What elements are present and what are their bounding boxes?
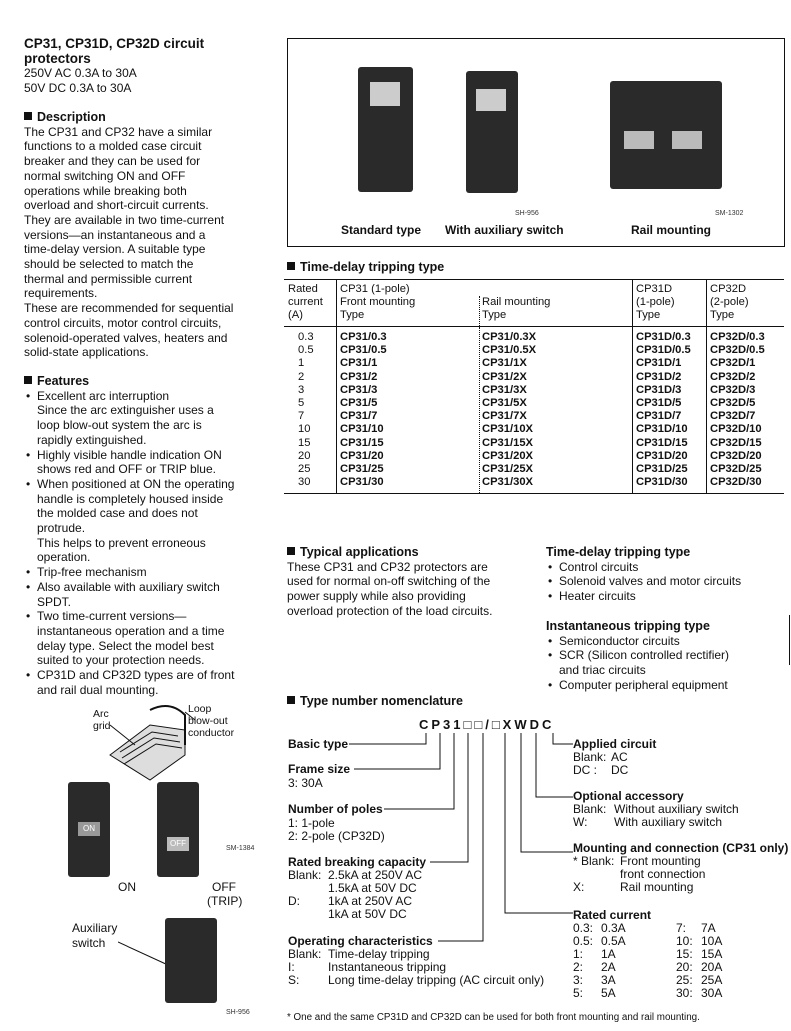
- table-cell: CP31D/25: [636, 462, 688, 475]
- nomenclature-row: [573, 947, 753, 960]
- off-label: OFF: [212, 880, 236, 894]
- nomenclature-cell: 25:: [676, 973, 693, 987]
- table-cell: CP32D/7: [710, 410, 756, 423]
- table-cell: CP31/5X: [482, 396, 527, 409]
- table-cell: 30: [298, 476, 311, 489]
- applications-line: These CP31 and CP32 protectors are: [287, 559, 488, 574]
- page-title: CP31, CP31D, CP32D circuit: [24, 36, 205, 51]
- inst-applications-heading: Instantaneous tripping type: [546, 619, 710, 633]
- nomenclature-cell: 20:: [676, 960, 693, 974]
- table-cell: CP31D/5: [636, 396, 682, 409]
- table-cell: 25: [298, 462, 311, 475]
- square-bullet-icon: [287, 547, 295, 555]
- td-application-item: • Heater circuits: [546, 589, 786, 604]
- feature-line: • Excellent arc interruption: [37, 388, 170, 403]
- standard-type-photo: [358, 67, 413, 192]
- table-cell: 10: [298, 423, 311, 436]
- rail-mounting-photo: [610, 81, 722, 189]
- table-cell: CP31D/1: [636, 357, 682, 370]
- arc-grid-label: Arc grid: [93, 708, 111, 732]
- col-cp31-rail: Rail mounting Type: [482, 296, 551, 321]
- off-handle-face: OFF: [167, 837, 189, 851]
- feature-line: delay type. Select the model best: [37, 638, 214, 653]
- description-line: These are recommended for sequential: [24, 301, 234, 316]
- nomenclature-cell: Front mounting: [620, 854, 701, 868]
- table-cell: CP31D/30: [636, 476, 688, 489]
- table-cell: CP32D/20: [710, 449, 762, 462]
- timedelay-table: [284, 279, 784, 494]
- nomenclature-cell: * Blank:: [573, 854, 615, 868]
- footnote: * One and the same CP31D and CP32D can be used for both front mounting and rail mounting.: [287, 1012, 700, 1023]
- table-cell: CP31D/0.5: [636, 344, 691, 357]
- nomenclature-row: [573, 815, 773, 828]
- nomenclature-cell: 2:: [573, 960, 584, 974]
- nomenclature-cell: Instantaneous tripping: [328, 960, 447, 974]
- nomenclature-cell: 3:: [573, 973, 584, 987]
- applications-section: [287, 545, 542, 619]
- table-rows: [284, 331, 784, 489]
- description-body: [24, 125, 269, 360]
- nomenclature-heading: Type number nomenclature: [287, 694, 463, 709]
- current-label: Rated current: [573, 908, 652, 922]
- auxiliary-switch-label: Auxiliary switch: [72, 921, 118, 950]
- table-row: [284, 463, 784, 476]
- timedelay-heading: Time-delay tripping type: [287, 260, 444, 275]
- table-cell: CP31/0.5X: [482, 344, 537, 357]
- col-cp31-front: CP31 (1-pole) Front mounting Type: [340, 283, 416, 321]
- product-photo-box: [287, 38, 785, 247]
- nomenclature-cell: 7:: [676, 921, 687, 935]
- table-cell: CP31/1X: [482, 357, 527, 370]
- description-line: The CP31 and CP32 have a similar: [24, 124, 213, 139]
- table-cell: CP32D/10: [710, 423, 762, 436]
- td-applications-heading: Time-delay tripping type: [546, 545, 691, 559]
- nomenclature-row: [573, 986, 753, 999]
- inst-application-line: • Computer peripheral equipment: [559, 677, 728, 692]
- table-cell: 5: [298, 396, 305, 409]
- feature-item: [24, 477, 274, 565]
- nomenclature-cell: 10:: [676, 934, 693, 948]
- table-cell: CP32D/0.5: [710, 344, 765, 357]
- table-cell: CP31/2: [340, 370, 378, 383]
- feature-line: • Trip-free mechanism: [37, 565, 147, 580]
- table-cell: 20: [298, 449, 311, 462]
- feature-line: • Highly visible handle indication ON: [37, 447, 222, 462]
- table-cell: 15: [298, 436, 311, 449]
- description-line: thermal and permissible current: [24, 271, 193, 286]
- description-line: breaker and they can be used for: [24, 154, 201, 169]
- feature-line: This helps to prevent erroneous: [37, 535, 206, 550]
- nomenclature-row: [288, 973, 558, 986]
- nomenclature-cell: Time-delay tripping: [328, 947, 430, 961]
- col-cp31d: CP31D (1-pole) Type: [636, 283, 675, 321]
- nomenclature-row: [573, 854, 773, 867]
- inst-application-line: and triac circuits: [559, 663, 646, 678]
- operating-rows: [288, 947, 558, 986]
- breaking-label: Rated breaking capacity: [288, 855, 427, 869]
- nomenclature-row: [573, 867, 773, 880]
- nomenclature-cell: 1kA at 50V DC: [328, 907, 407, 921]
- poles-1: 1: 1-pole: [288, 816, 335, 830]
- inst-application-item: [546, 648, 786, 677]
- table-cell: CP31D/7: [636, 410, 682, 423]
- table-cell: CP31/10X: [482, 423, 533, 436]
- table-cell: CP31/20X: [482, 449, 533, 462]
- table-header: [284, 279, 784, 327]
- description-line: operations while breaking both: [24, 183, 187, 198]
- feature-line: and rail dual mounting.: [37, 682, 159, 697]
- feature-line: the molded case and does not: [37, 506, 198, 521]
- breaker-on-image: [68, 782, 110, 877]
- page-header: [24, 36, 274, 95]
- nomenclature-cell: 3A: [601, 973, 616, 987]
- nomenclature-row: [573, 880, 773, 893]
- table-cell: CP32D/0.3: [710, 331, 765, 343]
- table-cell: CP31/30: [340, 476, 384, 489]
- table-cell: 0.5: [298, 344, 314, 357]
- feature-line: Since the arc extinguisher uses a: [37, 403, 214, 418]
- table-cell: CP31/7X: [482, 410, 527, 423]
- table-cell: CP31D/15: [636, 436, 688, 449]
- td-applications: [546, 545, 786, 604]
- handle-window: [624, 131, 654, 149]
- table-cell: CP31/0.3X: [482, 331, 537, 343]
- applications-line: power supply while also providing: [287, 589, 466, 604]
- description-line: versions—an instantaneous and a: [24, 227, 206, 242]
- applications-heading: Typical applications: [287, 545, 542, 560]
- nomenclature-cell: 30:: [676, 986, 693, 1000]
- nomenclature-cell: Blank:: [573, 802, 607, 816]
- table-row: [284, 437, 784, 450]
- nomenclature-cell: 10A: [701, 934, 723, 948]
- nomenclature-cell: X:: [573, 880, 585, 894]
- nomenclature-cell: Rail mounting: [620, 880, 694, 894]
- mounting-label: Mounting and connection (CP31 only): [573, 841, 789, 855]
- feature-line: operation.: [37, 550, 91, 565]
- table-cell: 7: [298, 410, 305, 423]
- feature-line: • When positioned at ON the operating: [37, 476, 235, 491]
- on-label: ON: [118, 880, 136, 894]
- td-application-item: • Solenoid valves and motor circuits: [546, 574, 786, 589]
- feature-item: [24, 565, 274, 580]
- caption-aux: With auxiliary switch: [445, 223, 564, 237]
- page-title-line2: protectors: [24, 51, 91, 66]
- feature-item: [24, 609, 274, 668]
- loop-blowout-label: Loop blow-out conductor: [188, 703, 235, 739]
- nomenclature-cell: DC :: [573, 763, 597, 777]
- col-divider: [336, 280, 337, 326]
- table-row: [284, 476, 784, 489]
- description-line: functions to a molded case circuit: [24, 139, 202, 154]
- table-row: [284, 384, 784, 397]
- nomenclature-cell: With auxiliary switch: [614, 815, 723, 829]
- col-divider: [706, 280, 707, 326]
- description-line: normal switching ON and OFF: [24, 168, 186, 183]
- nomenclature-cell: I:: [288, 960, 295, 974]
- nomenclature-cell: W:: [573, 815, 588, 829]
- handle-window: [370, 82, 400, 106]
- inst-application-item: [546, 678, 786, 693]
- table-cell: CP32D/30: [710, 476, 762, 489]
- applications-body: [287, 560, 542, 619]
- nomenclature-cell: 7A: [701, 921, 716, 935]
- feature-line: loop blow-out system the arc is: [37, 418, 202, 433]
- features-section: [24, 374, 274, 697]
- inst-application-item: [546, 634, 786, 649]
- nomenclature-cell: DC: [611, 763, 629, 777]
- applications-line: used for normal on-off switching of the: [287, 574, 491, 589]
- nomenclature-cell: 2.5kA at 250V AC: [328, 868, 423, 882]
- description-line: control circuits, motor control circuits,: [24, 315, 222, 330]
- feature-item: [24, 448, 274, 477]
- table-row: [284, 450, 784, 463]
- caption-rail: Rail mounting: [631, 223, 711, 237]
- photo-code: SM-1302: [715, 210, 744, 217]
- feature-item: [24, 668, 274, 697]
- photo-code: SH-956: [515, 210, 539, 217]
- nomenclature-cell: Blank:: [573, 750, 607, 764]
- table-cell: 1: [298, 357, 305, 370]
- breaker-off-image: [157, 782, 199, 877]
- nomenclature-cell: 15A: [701, 947, 723, 961]
- table-cell: CP31D/2: [636, 370, 682, 383]
- applications-line: overload protection of the load circuits.: [287, 603, 493, 618]
- table-body: [284, 327, 784, 494]
- table-cell: CP31/0.5: [340, 344, 387, 357]
- trip-label: (TRIP): [207, 894, 243, 908]
- rating-ac: 250V AC 0.3A to 30A: [24, 66, 137, 80]
- nomenclature-cell: 20A: [701, 960, 723, 974]
- nomenclature-cell: Long time-delay tripping (AC circuit only): [328, 973, 545, 987]
- nomenclature-cell: 1.5kA at 50V DC: [328, 881, 417, 895]
- nomenclature-cell: D:: [288, 894, 300, 908]
- nomenclature-cell: Blank:: [288, 868, 322, 882]
- applied-label: Applied circuit: [573, 737, 657, 751]
- photo-code-2: SH-956: [226, 1009, 250, 1016]
- feature-line: • Also available with auxiliary switch: [37, 579, 220, 594]
- nomenclature-cell: 5A: [601, 986, 616, 1000]
- table-cell: CP31/25: [340, 462, 384, 475]
- table-cell: CP32D/25: [710, 462, 762, 475]
- nomenclature-row: [288, 960, 558, 973]
- table-row: [284, 357, 784, 370]
- table-cell: CP31/7: [340, 410, 378, 423]
- nomenclature-cell: 5:: [573, 986, 584, 1000]
- operating-label: Operating characteristics: [288, 934, 433, 948]
- feature-line: • Two time-current versions—: [37, 609, 187, 624]
- table-cell: CP31D/0.3: [636, 331, 691, 343]
- table-cell: CP31/3X: [482, 383, 527, 396]
- margin-rule: [789, 615, 790, 665]
- table-cell: CP31/2X: [482, 370, 527, 383]
- table-cell: CP32D/5: [710, 396, 756, 409]
- square-bullet-icon: [24, 112, 32, 120]
- nomenclature-row: [573, 960, 753, 973]
- nomenclature-cell: 1A: [601, 947, 616, 961]
- col-divider: [479, 296, 480, 326]
- nomenclature-cell: 30A: [701, 986, 723, 1000]
- table-cell: CP31/5: [340, 396, 378, 409]
- description-line: should be selected to match the: [24, 257, 194, 272]
- col-divider: [632, 280, 633, 326]
- feature-item: [24, 580, 274, 609]
- applied-rows: [573, 750, 693, 776]
- col-rated: Rated current (A): [288, 283, 323, 321]
- photo-code: SM-1384: [226, 845, 255, 852]
- table-row: [284, 344, 784, 357]
- nomenclature-cell: AC: [611, 750, 628, 764]
- table-row: [284, 331, 784, 344]
- nomenclature-row: [573, 921, 753, 934]
- square-bullet-icon: [287, 696, 295, 704]
- optional-label: Optional accessory: [573, 789, 684, 803]
- nomenclature-cell: front connection: [620, 867, 706, 881]
- description-line: solid-state applications.: [24, 345, 149, 360]
- frame-size-value: 3: 30A: [288, 776, 323, 790]
- feature-line: • CP31D and CP32D types are of front: [37, 668, 235, 683]
- table-row: [284, 397, 784, 410]
- table-cell: CP31/1: [340, 357, 378, 370]
- description-line: solenoid-operated valves, heaters and: [24, 330, 228, 345]
- nomenclature-cell: 1kA at 250V AC: [328, 894, 413, 908]
- nomenclature-cell: 0.5:: [573, 934, 594, 948]
- poles-2: 2: 2-pole (CP32D): [288, 829, 385, 843]
- feature-line: suited to your protection needs.: [37, 653, 205, 668]
- nomenclature-cell: S:: [288, 973, 300, 987]
- optional-rows: [573, 802, 773, 828]
- table-cell: 2: [298, 370, 305, 383]
- table-cell: CP31/25X: [482, 462, 533, 475]
- nomenclature-row: [573, 934, 753, 947]
- caption-standard: Standard type: [341, 223, 422, 237]
- rating-dc: 50V DC 0.3A to 30A: [24, 80, 132, 95]
- features-heading: Features: [24, 374, 274, 389]
- poles-label: Number of poles: [288, 802, 383, 816]
- description-section: [24, 110, 269, 360]
- nomenclature-row: [573, 802, 773, 815]
- table-cell: 3: [298, 383, 305, 396]
- handle-window: [672, 131, 702, 149]
- nomenclature-row: [573, 750, 693, 763]
- feature-line: rapidly extinguished.: [37, 432, 147, 447]
- description-heading: Description: [24, 110, 269, 125]
- inst-applications: [546, 619, 786, 693]
- description-line: overload and short-circuit currents.: [24, 198, 209, 213]
- table-row: [284, 410, 784, 423]
- nomenclature-row: [573, 763, 693, 776]
- description-line: requirements.: [24, 286, 98, 301]
- nomenclature-cell: 0.3A: [601, 921, 626, 935]
- table-cell: CP31D/10: [636, 423, 688, 436]
- frame-size-label: Frame size: [288, 762, 351, 776]
- description-line: They are available in two time-current: [24, 212, 225, 227]
- nomenclature-cell: 15:: [676, 947, 693, 961]
- nomenclature-cell: 0.5A: [601, 934, 626, 948]
- basic-type-label: Basic type: [288, 737, 349, 751]
- table-cell: CP31/15: [340, 436, 384, 449]
- table-cell: CP31/10: [340, 423, 384, 436]
- inst-applications-list: [546, 634, 786, 693]
- table-cell: CP31/30X: [482, 476, 533, 489]
- inst-application-line: • Semiconductor circuits: [559, 633, 680, 648]
- feature-line: SPDT.: [37, 594, 72, 609]
- table-cell: CP32D/1: [710, 357, 756, 370]
- current-rows: [573, 921, 753, 999]
- nomenclature-cell: Without auxiliary switch: [614, 802, 739, 816]
- feature-line: instantaneous operation and a time: [37, 623, 225, 638]
- td-application-item: • Control circuits: [546, 560, 786, 575]
- feature-item: [24, 389, 274, 448]
- feature-line: protrude.: [37, 521, 86, 536]
- mounting-rows: [573, 854, 773, 893]
- td-applications-list: [546, 560, 786, 604]
- nomenclature-connectors: [340, 730, 580, 950]
- col-cp32d: CP32D (2-pole) Type: [710, 283, 749, 321]
- table-cell: CP31D/20: [636, 449, 688, 462]
- features-list: [24, 389, 274, 698]
- table-cell: CP32D/15: [710, 436, 762, 449]
- table-cell: 0.3: [298, 331, 314, 343]
- feature-line: shows red and OFF or TRIP blue.: [37, 462, 216, 477]
- nomenclature-row: [573, 973, 753, 986]
- type-code: CP31□□/□XWDC: [419, 717, 555, 732]
- handle-window: [476, 89, 506, 111]
- nomenclature-cell: 2A: [601, 960, 616, 974]
- table-cell: CP31/0.3: [340, 331, 387, 343]
- nomenclature-cell: Blank:: [288, 947, 322, 961]
- nomenclature-cell: 1:: [573, 947, 584, 961]
- table-row: [284, 371, 784, 384]
- feature-line: handle is completely housed inside: [37, 491, 224, 506]
- table-cell: CP31/20: [340, 449, 384, 462]
- description-line: time-delay version. A suitable type: [24, 242, 206, 257]
- nomenclature-cell: 25A: [701, 973, 723, 987]
- on-handle-face: ON: [78, 822, 100, 836]
- breaker-aux-image: [165, 918, 217, 1003]
- aux-switch-photo: [466, 71, 518, 193]
- square-bullet-icon: [24, 376, 32, 384]
- table-row: [284, 423, 784, 436]
- table-cell: CP31D/3: [636, 383, 682, 396]
- table-cell: CP31/15X: [482, 436, 533, 449]
- table-cell: CP31/3: [340, 383, 378, 396]
- table-cell: CP32D/3: [710, 383, 756, 396]
- square-bullet-icon: [287, 262, 295, 270]
- nomenclature-cell: 0.3:: [573, 921, 594, 935]
- table-cell: CP32D/2: [710, 370, 756, 383]
- inst-application-line: • SCR (Silicon controlled rectifier): [559, 648, 730, 663]
